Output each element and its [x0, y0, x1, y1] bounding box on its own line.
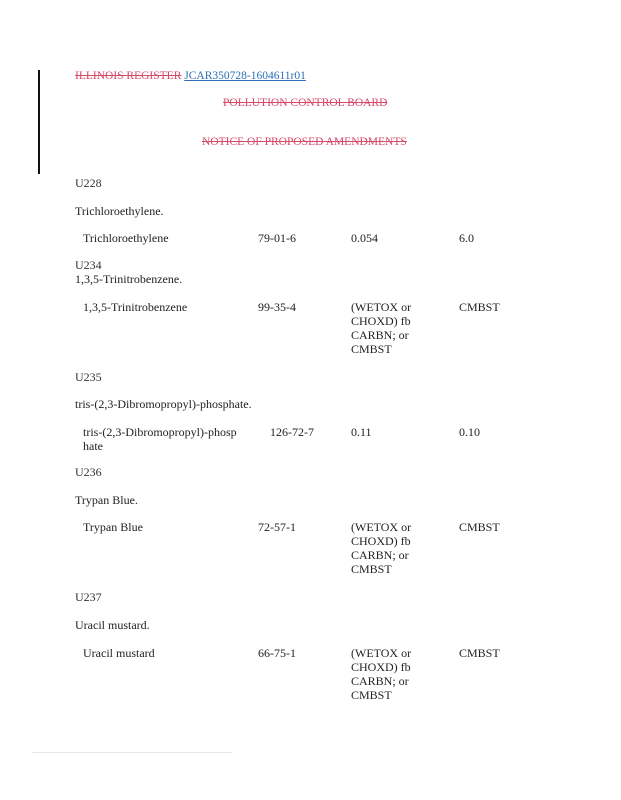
waste-name: Trichloroethylene. [75, 204, 164, 218]
constituent-cell: Trypan Blue [83, 520, 143, 534]
waste-code: U235 [75, 370, 102, 384]
scan-artifact-line [32, 752, 232, 753]
waste-name: tris-(2,3-Dibromopropyl)-phosphate. [75, 397, 252, 411]
waste-name: Trypan Blue. [75, 493, 138, 507]
waste-code: U234 [75, 258, 102, 272]
register-title-deleted: ILLINOIS REGISTER [75, 70, 182, 82]
nonwastewater-standard-cell: CMBST [459, 300, 500, 314]
waste-code: U236 [75, 465, 102, 479]
wastewater-standard-cell: 0.11 [351, 425, 372, 439]
constituent-cell: Trichloroethylene [83, 231, 169, 245]
notice-title: NOTICE OF PROPOSED AMENDMENTS [202, 136, 407, 148]
waste-code: U237 [75, 590, 102, 604]
constituent-cell: Uracil mustard [83, 646, 155, 660]
register-header [75, 70, 306, 82]
nonwastewater-standard-cell: 0.10 [459, 425, 480, 439]
cas-number-cell: 79-01-6 [258, 231, 296, 245]
wastewater-standard-cell: (WETOX or CHOXD) fb CARBN; or CMBST [351, 300, 412, 356]
nonwastewater-standard-cell: CMBST [459, 520, 500, 534]
waste-name: Uracil mustard. [75, 618, 150, 632]
register-id-inserted: JCAR350728-1604611r01 [184, 70, 306, 82]
constituent-cell: 1,3,5-Trinitrobenzene [83, 300, 188, 314]
waste-code: U228 [75, 176, 102, 190]
wastewater-standard-cell: 0.054 [351, 231, 378, 245]
wastewater-standard-cell: (WETOX or CHOXD) fb CARBN; or CMBST [351, 520, 412, 576]
cas-number-cell: 99-35-4 [258, 300, 296, 314]
cas-number-cell: 66-75-1 [258, 646, 296, 660]
waste-name: 1,3,5-Trinitrobenzene. [75, 272, 183, 286]
constituent-cell: tris-(2,3-Dibromopropyl)-phosp hate [83, 425, 237, 453]
nonwastewater-standard-cell: 6.0 [459, 231, 474, 245]
board-title: POLLUTION CONTROL BOARD [223, 97, 388, 109]
revision-change-bar [38, 70, 40, 174]
wastewater-standard-cell: (WETOX or CHOXD) fb CARBN; or CMBST [351, 646, 412, 702]
cas-number-cell: 126-72-7 [270, 425, 314, 439]
cas-number-cell: 72-57-1 [258, 520, 296, 534]
nonwastewater-standard-cell: CMBST [459, 646, 500, 660]
